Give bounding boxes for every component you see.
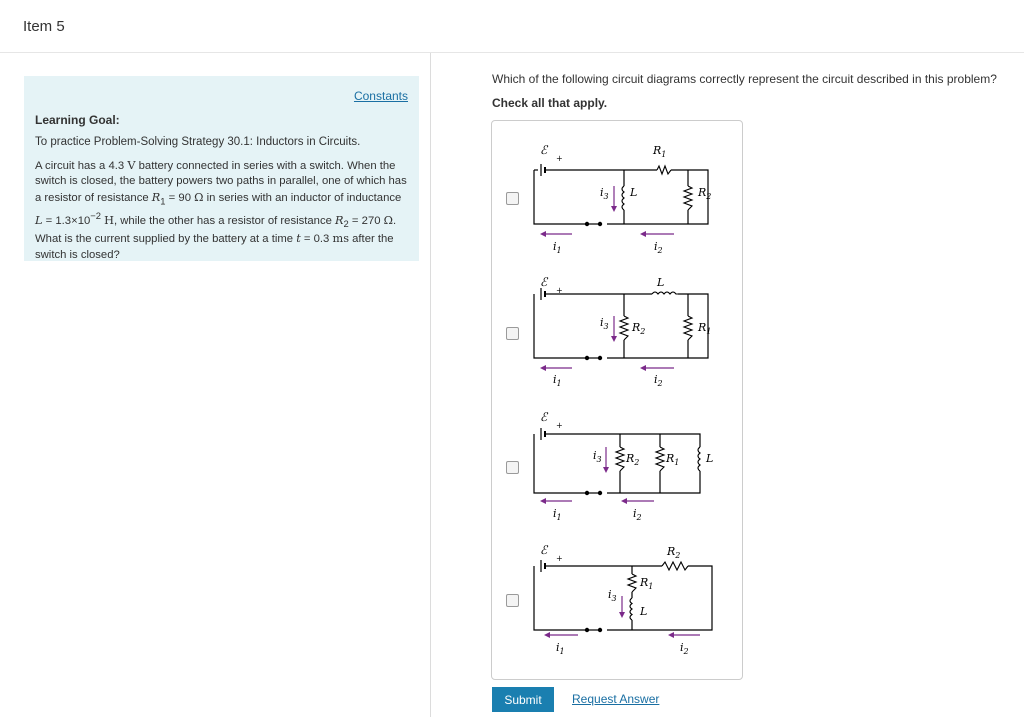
i1-label: $i_1$ xyxy=(553,240,562,255)
inductor-label: L xyxy=(640,605,648,618)
inductor-label: L xyxy=(657,276,665,289)
option-a-checkbox[interactable] xyxy=(506,192,519,205)
i2-label: $i_2$ xyxy=(654,373,663,388)
request-answer-link[interactable]: Request Answer xyxy=(572,692,660,706)
i2-label: $i_2$ xyxy=(680,641,689,656)
inductor-label: L xyxy=(706,452,714,465)
constants-link[interactable]: Constants xyxy=(353,89,408,103)
r2-label: $R_2$ xyxy=(667,545,681,560)
r2-label: $R_2$ xyxy=(698,186,712,201)
i3-label: $i_3$ xyxy=(600,316,609,331)
r1-label: $R_1$ xyxy=(698,321,712,336)
plus-label: + xyxy=(556,554,563,563)
i3-label: $i_3$ xyxy=(600,186,609,201)
r2-label: $R_2$ xyxy=(626,452,640,467)
option-d-checkbox[interactable] xyxy=(506,594,519,607)
learning-goal-text: To practice Problem-Solving Strategy 30.1: Inductors in Circuits. xyxy=(35,136,361,148)
emf-label: ℰ xyxy=(540,143,548,157)
inductor-label: L xyxy=(630,186,638,199)
i1-label: $i_1$ xyxy=(553,373,562,388)
i2-label: $i_2$ xyxy=(654,240,663,255)
circuit-diagram-b xyxy=(520,274,730,394)
r1-label: $R_1$ xyxy=(653,144,667,159)
question-text: Which of the following circuit diagrams correctly represent the circuit described in this problem? xyxy=(492,72,997,86)
submit-button[interactable]: Submit xyxy=(492,687,554,712)
header-divider xyxy=(0,52,1024,53)
i1-label: $i_1$ xyxy=(553,507,562,522)
item-title: Item 5 xyxy=(23,18,65,35)
circuit-diagram-c xyxy=(520,407,730,527)
emf-label: ℰ xyxy=(540,275,548,289)
circuit-diagram-d xyxy=(520,540,730,665)
emf-label: ℰ xyxy=(540,543,548,557)
i2-label: $i_2$ xyxy=(633,507,642,522)
i1-label: $i_1$ xyxy=(556,641,565,656)
i3-label: $i_3$ xyxy=(608,588,617,603)
circuit-diagram-a xyxy=(520,138,730,258)
learning-goal-panel xyxy=(24,76,419,261)
option-b-checkbox[interactable] xyxy=(506,327,519,340)
r1-label: $R_1$ xyxy=(666,452,680,467)
learning-goal-title: Learning Goal: xyxy=(35,113,120,127)
problem-statement: A circuit has a 4.3 V battery connected in series with a switch. When the switch is closed, the battery powers two paths in parallel, one of which has a resistor of resistance $R_1 = 90$ Ω in series with an inductor of inductance $L = 1.3\times 10^{-2}$ H, while the other has a resistor of resistance $R_2 = 270$ Ω. What is the current supplied by the battery at a time t = 0.3 ms after the switch is closed? xyxy=(35,159,407,261)
option-c-checkbox[interactable] xyxy=(506,461,519,474)
emf-label: ℰ xyxy=(540,410,548,424)
column-divider xyxy=(430,53,431,717)
r1-label: $R_1$ xyxy=(640,576,654,591)
plus-label: + xyxy=(556,286,563,295)
check-all-instruction: Check all that apply. xyxy=(492,96,608,110)
plus-label: + xyxy=(556,421,563,430)
r2-label: $R_2$ xyxy=(632,321,646,336)
i3-label: $i_3$ xyxy=(593,449,602,464)
plus-label: + xyxy=(556,154,563,163)
